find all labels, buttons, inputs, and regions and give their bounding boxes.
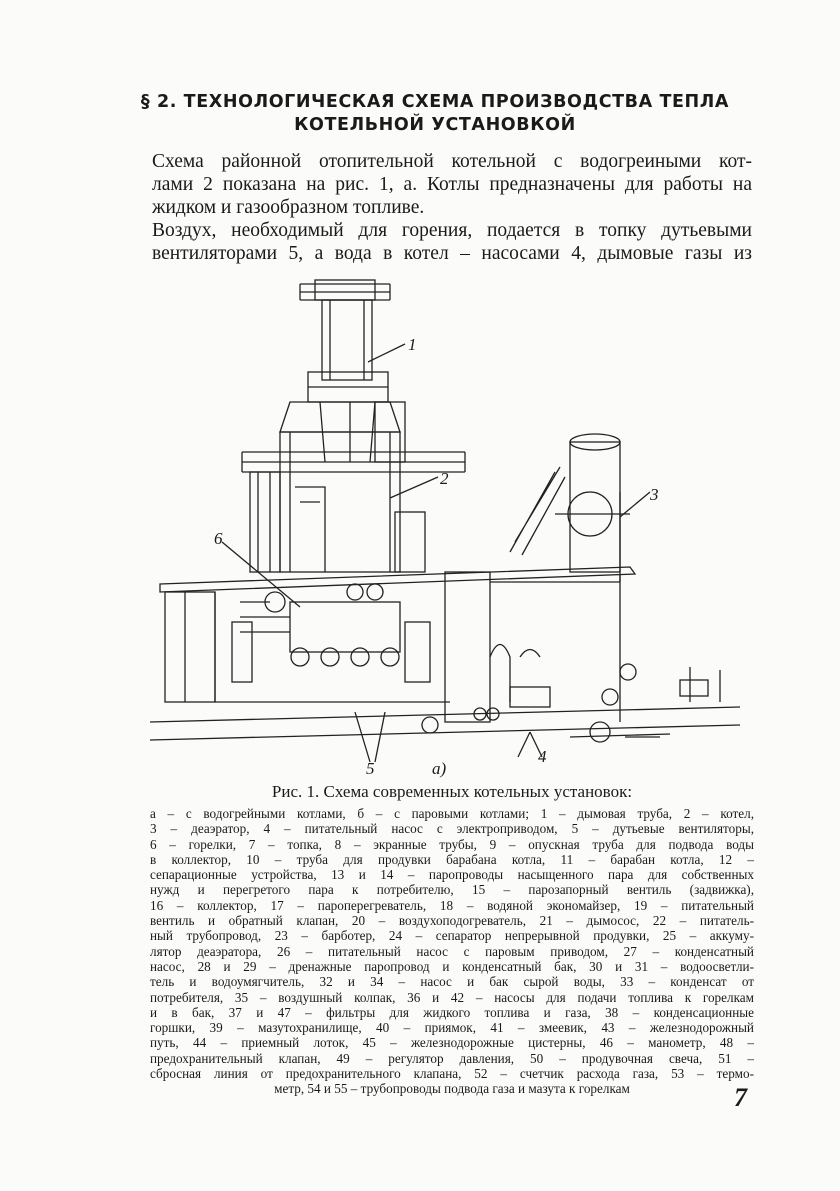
caption-line: лятор деаэратора, 26 – питательный насос с паровым приводом, 27 – конденсатный bbox=[150, 943, 754, 959]
caption-line: 3 – деаэратор, 4 – питательный насос с электроприводом, 5 – дутьевые вентиляторы, bbox=[150, 821, 754, 837]
caption-line: ный трубопровод, 23 – барботер, 24 – сепаратор непрерывной продувки, 25 – аккуму- bbox=[150, 928, 754, 944]
text-line: лами 2 показана на рис. 1, а. Котлы предназначены для работы на bbox=[152, 174, 752, 195]
figure-sublabel: а) bbox=[432, 759, 447, 778]
caption-line: путь, 44 – приемный лоток, 45 – железнодорожные цистерны, 46 – манометр, 48 – bbox=[150, 1035, 754, 1051]
paragraph bbox=[152, 219, 752, 265]
page-number: 7 bbox=[734, 1083, 747, 1112]
boiler-structure bbox=[242, 402, 465, 572]
figure-label-2: 2 bbox=[440, 469, 449, 488]
building bbox=[150, 512, 740, 740]
pumps bbox=[422, 645, 720, 743]
caption-line: метр, 54 и 55 – трубопроводы подвода газа и мазута к горелкам bbox=[274, 1081, 630, 1097]
text-line: вентиляторами 5, а вода в котел – насосами 4, дымовые газы из bbox=[152, 243, 752, 264]
figure-label-3: 3 bbox=[650, 485, 659, 504]
figure-caption-title: Рис. 1. Схема современных котельных установок: bbox=[271, 782, 633, 801]
caption-line: тель и водоумягчитель, 32 и 34 – насос и бак сырой воды, 33 – конденсат от bbox=[150, 974, 754, 990]
caption-line: горшки, 39 – мазутохранилище, 40 – приямок, 41 – змеевик, 43 – железнодорожный bbox=[150, 1020, 754, 1036]
paragraph bbox=[152, 150, 752, 219]
chimney bbox=[280, 280, 400, 462]
figure-label-5: 5 bbox=[366, 759, 375, 778]
figure-label-4: 4 bbox=[538, 747, 547, 766]
caption-line: потребителя, 35 – воздушный колпак, 36 и 42 – насосы для подачи топлива к горелкам bbox=[150, 989, 754, 1005]
text-line: Схема районной отопительной котельной с водогреиными кот- bbox=[152, 151, 752, 172]
caption-line: 6 – горелки, 7 – топка, 8 – экранные трубы, 9 – опускная труба для подвода воды bbox=[150, 836, 754, 852]
caption-line: вентиль и обратный клапан, 20 – воздухоподогреватель, 21 – дымосос, 22 – питатель- bbox=[150, 913, 754, 929]
deaerator bbox=[510, 434, 630, 582]
figure-caption bbox=[150, 806, 754, 1097]
heading-line: КОТЕЛЬНОЙ УСТАНОВКОЙ bbox=[294, 115, 576, 135]
section-heading bbox=[130, 91, 740, 137]
caption-line: 16 – коллектор, 17 – пароперегреватель, 18 – водяной экономайзер, 19 – питательный bbox=[150, 897, 754, 913]
burners bbox=[232, 584, 430, 682]
caption-line: и в бак, 37 и 47 – фильтры для жидкого топлива и газа, 38 – конденсационные bbox=[150, 1004, 754, 1020]
figure-label-6: 6 bbox=[214, 529, 223, 548]
caption-line: сбросная линия от предохранительного клапана, 52 – счетчик расхода газа, 53 – термо- bbox=[150, 1066, 754, 1082]
figure-label-1: 1 bbox=[408, 335, 417, 354]
text-line: Воздух, необходимый для горения, подается в топку дутьевыми bbox=[152, 220, 752, 241]
caption-line: предохранительный клапан, 49 – регулятор давления, 50 – продувочная свеча, 51 – bbox=[150, 1050, 754, 1066]
caption-line: в коллектор, 10 – труба для продувки барабана котла, 11 – барабан котла, 12 – bbox=[150, 851, 754, 867]
caption-line: а – с водогрейными котлами, б – с паровыми котлами; 1 – дымовая труба, 2 – котел, bbox=[150, 806, 754, 821]
boiler-house-schematic bbox=[150, 262, 750, 782]
caption-line: нужд и перегретого пара к потребителю, 15 – парозапорный вентиль (задвижка), bbox=[150, 882, 754, 898]
text-line: жидком и газообразном топливе. bbox=[152, 197, 425, 218]
caption-line: насос, 28 и 29 – дренажные паропровод и конденсатный бак, 30 и 31 – водоосветли- bbox=[150, 958, 754, 974]
leader-lines bbox=[222, 344, 650, 762]
caption-line: сепарационные устройства, 13 и 14 – паропроводы насыщенного пара для собственных bbox=[150, 867, 754, 883]
heading-line: § 2. ТЕХНОЛОГИЧЕСКАЯ СХЕМА ПРОИЗВОДСТВА ТЕПЛА bbox=[140, 92, 730, 112]
